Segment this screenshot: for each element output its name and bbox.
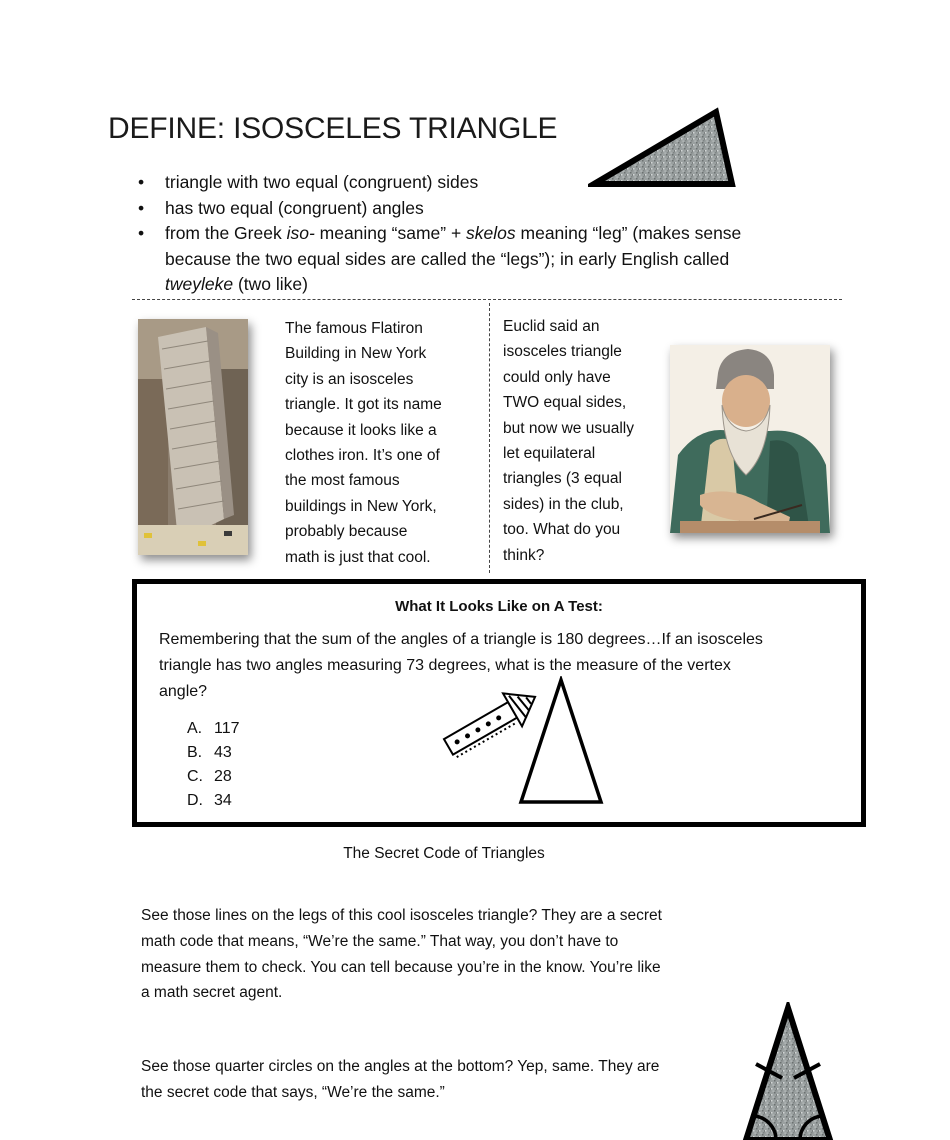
section-divider <box>132 299 842 300</box>
section-subtitle: The Secret Code of Triangles <box>343 845 545 862</box>
answer-choice[interactable]: D. 34 <box>187 792 232 809</box>
definition-item: • has two equal (congruent) angles <box>138 196 838 222</box>
isosceles-triangle-figure <box>513 676 609 806</box>
secret-code-paragraph-1: See those lines on the legs of this cool isosceles triangle? They are a secret math code that means, “We’re the same.” That way, you don’t have to measure them to check. You can tell because you’re in the know. You’re like a math secret agent. <box>141 907 662 1002</box>
test-title: What It Looks Like on A Test: <box>395 598 603 615</box>
answer-choices <box>187 717 240 813</box>
answer-choice[interactable]: C. 28 <box>187 768 232 785</box>
flatiron-description: The famous Flatiron Building in New York city is an isosceles triangle. It got its name because it looks like a clothes iron. It’s one of the most famous buildings in New York, probably because math is just that cool. <box>285 320 442 566</box>
definition-item: • from the Greek iso- meaning “same” + skelos meaning “leg” (makes sense because the two equal sides are called the “legs”); in early English called tweyleke (two like) <box>138 221 838 298</box>
test-example-box <box>132 579 866 827</box>
flatiron-building-photo <box>138 319 248 555</box>
answer-choice[interactable]: B. 43 <box>187 744 232 761</box>
marked-isosceles-triangle-icon <box>738 1002 834 1140</box>
definition-item: • triangle with two equal (congruent) sides <box>138 170 838 196</box>
page-title: DEFINE: ISOSCELES TRIANGLE <box>108 112 558 145</box>
column-divider <box>489 303 490 573</box>
definition-list <box>138 170 838 298</box>
euclid-portrait <box>670 345 830 533</box>
euclid-description: Euclid said an isosceles triangle could only have TWO equal sides, but now we usually let equilateral triangles (3 equal sides) in the club, too. What do you think? <box>503 318 634 564</box>
answer-choice[interactable]: A. 117 <box>187 720 240 737</box>
secret-code-paragraph-2: See those quarter circles on the angles at the bottom? Yep, same. They are the secret code that says, “We’re the same.” <box>141 1058 660 1101</box>
test-question: Remembering that the sum of the angles of a triangle is 180 degrees…If an isosceles triangle has two angles measuring 73 degrees, what is the measure of the vertex angle? <box>159 631 763 700</box>
